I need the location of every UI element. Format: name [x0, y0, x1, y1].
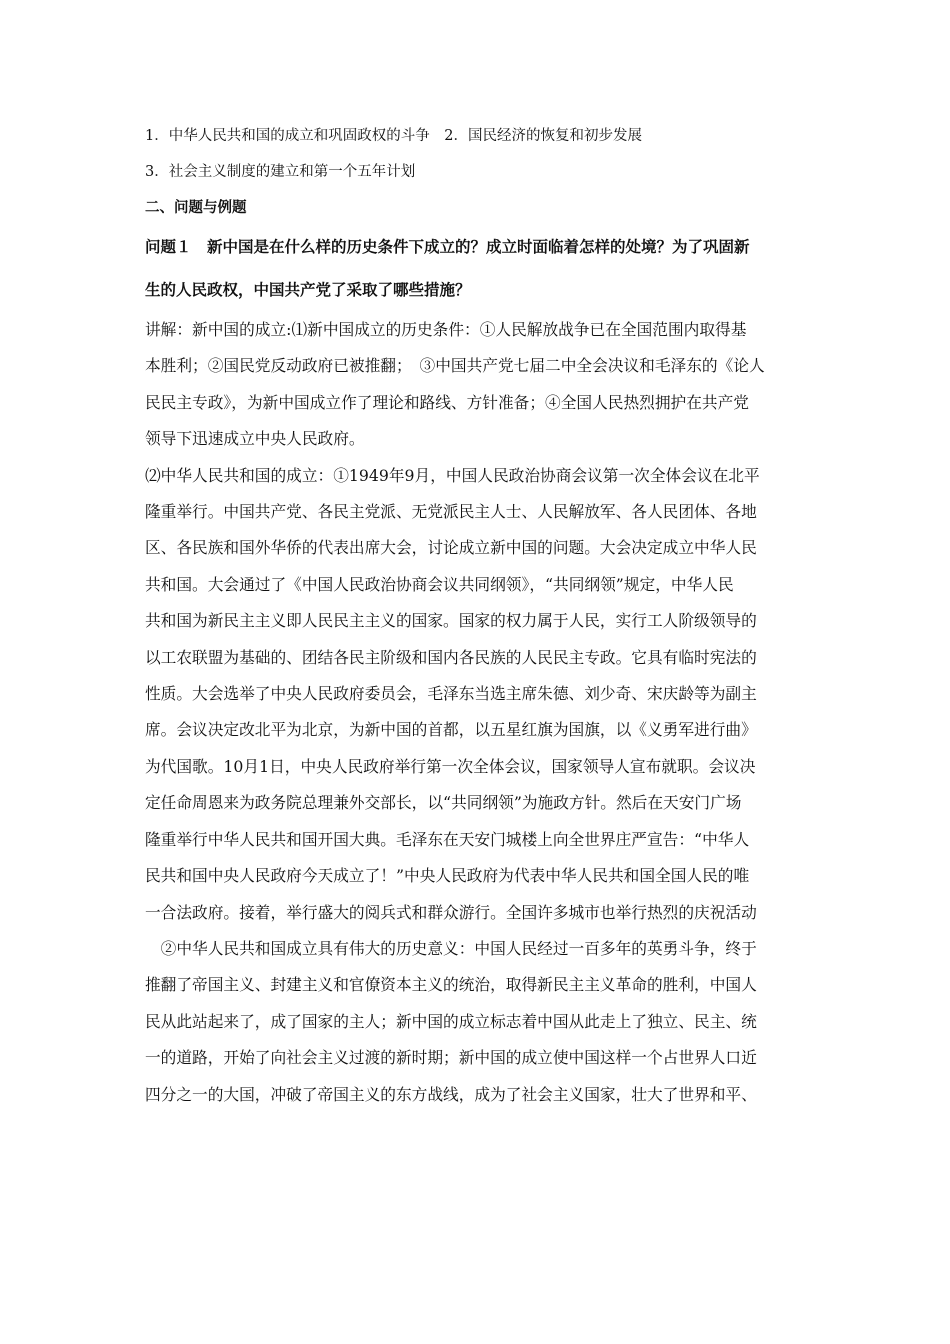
founding-line: 以工农联盟为基础的、团结各民主阶级和国内各民族的人民民主专政。它具有临时宪法的	[145, 647, 757, 667]
significance-line: 民从此站起来了，成了国家的主人；新中国的成立标志着中国从此走上了独立、民主、统	[145, 1011, 757, 1031]
founding-line: 一合法政府。接着，举行盛大的阅兵式和群众游行。全国许多城市也举行热烈的庆祝活动	[145, 902, 757, 922]
founding-line: 民共和国中央人民政府今天成立了！”中央人民政府为代表中华人民共和国全国人民的唯	[145, 866, 750, 886]
outline-line-2: 3．社会主义制度的建立和第一个五年计划	[145, 164, 416, 180]
significance-line: ②中华人民共和国成立具有伟大的历史意义：中国人民经过一百多年的英勇斗争，终于	[145, 938, 757, 958]
significance-line: 一的道路，开始了向社会主义过渡的新时期；新中国的成立使中国这样一个占世界人口近	[145, 1048, 757, 1068]
founding-line: 共和国。大会通过了《中国人民政治协商会议共同纲领》，“共同纲领”规定，中华人民	[145, 574, 734, 594]
founding-line: 隆重举行。中国共产党、各民主党派、无党派民主人士、人民解放军、各人民团体、各地	[145, 502, 757, 522]
explanation-line: 讲解：新中国的成立:⑴新中国成立的历史条件：①人民解放战争已在全国范围内取得基	[145, 320, 747, 339]
explanation-line: 民民主专政》，为新中国成立作了理论和路线、方针准备；④全国人民热烈拥护在共产党	[145, 392, 749, 412]
founding-line: ⑵中华人民共和国的成立：①1949年9月，中国人民政治协商会议第一次全体会议在北平	[145, 465, 760, 485]
significance-line: 四分之一的大国，冲破了帝国主义的东方战线，成为了社会主义国家，壮大了世界和平、	[145, 1084, 757, 1104]
section-heading: 二、问题与例题	[145, 200, 247, 216]
founding-line: 性质。大会选举了中央人民政府委员会，毛泽东当选主席朱德、刘少奇、宋庆龄等为副主	[145, 684, 757, 704]
founding-line: 共和国为新民主主义即人民民主主义的国家。国家的权力属于人民，实行工人阶级领导的	[145, 611, 757, 631]
document-body	[145, 118, 807, 1113]
founding-line: 区、各民族和国外华侨的代表出席大会，讨论成立新中国的问题。大会决定成立中华人民	[145, 538, 757, 558]
significance-line: 推翻了帝国主义、封建主义和官僚资本主义的统治，取得新民主主义革命的胜利，中国人	[145, 975, 757, 995]
explanation-line: 领导下迅速成立中央人民政府。	[145, 429, 365, 449]
question-1-line-1: 问题１ 新中国是在什么样的历史条件下成立的？成立时面临着怎样的处境？为了巩固新	[145, 238, 750, 256]
outline-line-1: 1．中华人民共和国的成立和巩固政权的斗争 2．国民经济的恢复和初步发展	[145, 128, 642, 144]
founding-line: 定任命周恩来为政务院总理兼外交部长，以“共同纲领”为施政方针。然后在天安门广场	[145, 793, 742, 813]
founding-line: 席。会议决定改北平为北京，为新中国的首都，以五星红旗为国旗，以《义勇军进行曲》	[145, 720, 757, 740]
explanation-line: 本胜利；②国民党反动政府已被推翻； ③中国共产党七届二中全会决议和毛泽东的《论人	[145, 356, 765, 376]
founding-line: 为代国歌。10月1日，中央人民政府举行第一次全体会议，国家领导人宣布就职。会议决	[145, 756, 756, 776]
founding-line: 隆重举行中华人民共和国开国大典。毛泽东在天安门城楼上向全世界庄严宣告：“中华人	[145, 829, 750, 849]
question-1-line-2: 生的人民政权，中国共产党了采取了哪些措施？	[145, 281, 471, 299]
